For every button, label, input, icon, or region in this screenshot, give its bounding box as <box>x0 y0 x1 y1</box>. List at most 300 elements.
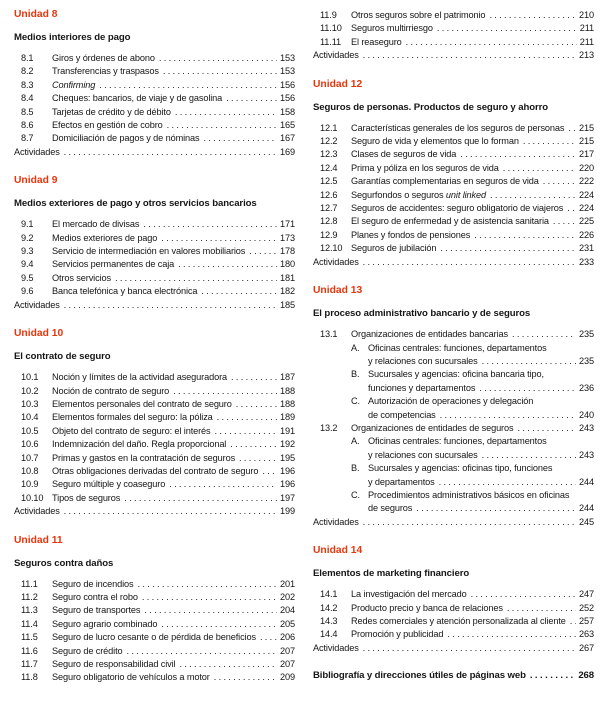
dot-leader <box>239 452 277 465</box>
dot-leader <box>482 449 576 462</box>
entry-page: 213 <box>579 50 594 61</box>
toc-entry <box>313 9 594 22</box>
toc-entry <box>14 285 295 298</box>
entry-page: 187 <box>280 372 295 383</box>
entry-number: 12.7 <box>320 203 338 214</box>
entry-number: 11.4 <box>21 618 38 629</box>
toc-entry <box>14 245 295 258</box>
entry-number: 10.4 <box>21 412 39 423</box>
dot-leader <box>167 119 277 132</box>
dot-leader <box>99 79 277 92</box>
entry-page: 226 <box>579 229 594 240</box>
toc-entry <box>313 615 594 628</box>
dot-leader <box>363 642 576 655</box>
dot-leader <box>406 36 577 49</box>
entry-number: 13.2 <box>320 422 338 433</box>
unit-heading: Unidad 9 <box>14 175 58 187</box>
entry-page: 252 <box>579 602 594 613</box>
entry-page: 244 <box>579 476 594 487</box>
toc-column <box>14 9 295 685</box>
dot-leader <box>260 631 277 644</box>
dot-leader <box>489 9 576 22</box>
entry-number: 12.9 <box>320 229 338 240</box>
entry-number: 12.10 <box>320 243 343 254</box>
toc-entry <box>14 132 295 145</box>
toc-entry <box>313 502 594 515</box>
toc-entry <box>313 49 594 62</box>
toc-entry <box>313 122 594 135</box>
entry-text: Seguros de jubilación <box>351 243 437 254</box>
unit-heading: Unidad 13 <box>313 285 363 297</box>
dot-leader <box>482 355 576 368</box>
dot-leader <box>142 591 277 604</box>
entry-page: 240 <box>579 409 594 420</box>
entry-text: Tipos de seguros <box>52 492 121 503</box>
toc-entry <box>313 642 594 655</box>
entry-number: 9.2 <box>21 232 34 243</box>
entry-text: Oficinas centrales: funciones, departamentos <box>368 342 547 353</box>
entry-page: 224 <box>579 203 594 214</box>
entry-number: 10.10 <box>21 492 44 503</box>
toc-entry <box>313 435 594 448</box>
toc-entry <box>313 355 594 368</box>
entry-text: Organizaciones de entidades bancarias <box>351 329 508 340</box>
entry-page: 211 <box>579 36 594 47</box>
dot-leader <box>507 602 576 615</box>
entry-number: 11.7 <box>21 659 38 669</box>
dot-leader <box>144 604 277 617</box>
entry-text <box>52 79 95 92</box>
entry-number: 11.9 <box>320 10 337 20</box>
entry-number: C. <box>351 396 360 407</box>
entry-text: Características generales de los seguros de personas <box>351 122 565 133</box>
toc-entry <box>313 395 594 408</box>
entry-page: 243 <box>579 449 594 460</box>
toc-entry <box>313 162 594 175</box>
dot-leader <box>568 122 576 135</box>
entry-text: Segurfondos o seguros unit linked <box>351 189 486 200</box>
dot-leader <box>416 502 576 515</box>
entry-text: funciones y departamentos <box>368 382 476 393</box>
entry-text: Seguro múltiple y coaseguro <box>52 479 166 490</box>
entry-page: 156 <box>280 79 295 90</box>
entry-text: Indemnización del daño. Regla proporcional <box>52 439 227 450</box>
entry-page: 197 <box>280 492 295 503</box>
entry-number: 11.1 <box>21 578 38 589</box>
entry-number: 11.11 <box>320 36 342 47</box>
entry-number: 8.2 <box>21 66 34 77</box>
entry-text: Actividades <box>313 642 359 653</box>
entry-page: 185 <box>280 299 295 310</box>
entry-number: 11.6 <box>21 645 38 656</box>
toc-entry <box>14 398 295 411</box>
dot-leader <box>503 162 576 175</box>
dot-leader <box>460 148 576 161</box>
dot-leader <box>169 478 277 491</box>
bibliography-entry <box>313 669 594 682</box>
entry-text: Servicio de intermediación en valores mobiliarios <box>52 246 246 257</box>
dot-leader <box>64 146 277 159</box>
dot-leader <box>163 65 277 78</box>
toc-entry <box>313 22 594 35</box>
entry-page: 156 <box>280 93 295 104</box>
entry-number: 11.10 <box>320 23 342 34</box>
entry-page: 201 <box>280 578 295 589</box>
entry-number: 8.3 <box>21 79 34 90</box>
entry-number: 10.6 <box>21 439 39 450</box>
toc-entry <box>313 422 594 435</box>
entry-text: Prima y póliza en los seguros de vida <box>351 162 499 173</box>
toc-entry <box>14 425 295 438</box>
entry-page: 206 <box>280 632 295 643</box>
entry-number: 9.4 <box>21 259 34 270</box>
entry-text: El seguro de enfermedad y de asistencia sanitaria <box>351 216 549 227</box>
entry-page: 202 <box>280 591 295 602</box>
entry-page: 173 <box>280 232 295 243</box>
entry-text: Organizaciones de entidades de seguros <box>351 422 514 433</box>
dot-leader <box>262 465 277 478</box>
entry-text: Giros y órdenes de abono <box>52 53 155 63</box>
toc-entry <box>14 645 295 658</box>
toc-entry <box>14 218 295 231</box>
entry-text: La investigación del mercado <box>351 589 467 600</box>
dot-leader <box>363 256 576 269</box>
entry-page: 267 <box>579 642 594 653</box>
entry-number: 14.1 <box>320 589 338 600</box>
dot-leader <box>363 516 576 529</box>
entry-page: 188 <box>280 398 295 409</box>
entry-page: 182 <box>280 286 295 297</box>
entry-page: 158 <box>280 106 295 117</box>
entry-number: 12.4 <box>320 162 338 173</box>
toc-entry <box>14 465 295 478</box>
toc-entry <box>14 411 295 424</box>
toc-entry <box>313 202 594 215</box>
toc-entry <box>313 189 594 202</box>
toc-entry <box>14 79 295 92</box>
dot-leader <box>363 49 576 62</box>
entry-text: Seguro de responsabilidad civil <box>52 659 176 669</box>
dot-leader <box>570 615 576 628</box>
entry-text: Elementos formales del seguro: la póliza <box>52 412 213 423</box>
entry-page: 217 <box>579 149 594 160</box>
entry-text: Servicios permanentes de caja <box>52 259 175 270</box>
toc-entry <box>313 215 594 228</box>
entry-page: 263 <box>579 629 594 640</box>
entry-number: 8.7 <box>21 133 34 144</box>
section-title: El contrato de seguro <box>14 351 111 363</box>
dot-leader <box>490 189 576 202</box>
entry-page: 188 <box>280 385 295 396</box>
dot-leader <box>236 398 277 411</box>
entry-number: 10.1 <box>21 372 39 383</box>
entry-text: Actividades <box>14 506 60 517</box>
entry-number: 11.2 <box>21 591 38 602</box>
entry-text: Autorización de operaciones y delegación <box>368 396 534 407</box>
entry-text: Otras obligaciones derivadas del contrato de seguro <box>52 465 259 476</box>
entry-number: 12.3 <box>320 149 338 160</box>
entry-number: 12.1 <box>320 122 338 133</box>
entry-text: de competencias <box>368 409 436 420</box>
dot-leader <box>201 285 277 298</box>
toc-entry <box>313 462 594 475</box>
toc-entry <box>313 628 594 641</box>
entry-page: 244 <box>579 503 594 514</box>
entry-number: 12.5 <box>320 176 338 187</box>
entry-text: Primas y gastos en la contratación de seguros <box>52 452 236 463</box>
toc-entry <box>313 409 594 422</box>
entry-number: 11.3 <box>21 605 38 616</box>
toc-entry <box>14 258 295 271</box>
toc-entry <box>313 148 594 161</box>
entry-text: y departamentos <box>368 476 435 487</box>
entry-page: 268 <box>578 670 594 682</box>
entry-page: 195 <box>280 452 295 463</box>
entry-text: Seguros multirriesgo <box>351 23 433 34</box>
entry-text: Producto precio y banca de relaciones <box>351 602 503 613</box>
entry-number: B. <box>351 463 360 474</box>
entry-page: 211 <box>579 23 594 34</box>
entry-page: 231 <box>579 243 594 254</box>
entry-number: 14.3 <box>320 616 338 626</box>
unit-heading: Unidad 14 <box>313 545 363 557</box>
entry-text: Banca telefónica y banca electrónica <box>52 286 198 297</box>
section-title: Medios interiores de pago <box>14 32 131 43</box>
toc-entry <box>313 135 594 148</box>
toc-entry <box>313 476 594 489</box>
toc-entry <box>14 452 295 465</box>
dot-leader <box>179 658 277 671</box>
entry-page: 257 <box>579 616 594 626</box>
entry-text: Transferencias y traspasos <box>52 66 159 77</box>
entry-page: 199 <box>280 506 295 517</box>
entry-text: de seguros <box>368 503 413 514</box>
dot-leader <box>214 671 277 684</box>
entry-text: Actividades <box>313 256 359 267</box>
entry-text: Redes comerciales y atención personalizada al cliente <box>351 616 566 626</box>
entry-page: 210 <box>579 10 594 20</box>
toc-entry <box>313 449 594 462</box>
toc-entry <box>14 119 295 132</box>
entry-page: 245 <box>579 516 594 527</box>
entry-page: 153 <box>280 53 295 63</box>
unit-heading: Unidad 10 <box>14 328 64 340</box>
toc-entry <box>313 242 594 255</box>
entry-text: Actividades <box>14 299 60 310</box>
entry-number: A. <box>351 436 360 447</box>
entry-number: 10.9 <box>21 479 39 490</box>
dot-leader <box>230 438 277 451</box>
dot-leader <box>175 106 277 119</box>
entry-text: Objeto del contrato de seguro: el interés <box>52 425 211 436</box>
toc-entry <box>14 618 295 631</box>
toc-entry <box>14 92 295 105</box>
section-title: Medios exteriores de pago y otros servicios bancarios <box>14 198 257 210</box>
toc-entry <box>14 232 295 245</box>
entry-page: 215 <box>579 136 594 147</box>
toc-entry <box>14 438 295 451</box>
entry-text: y relaciones con sucursales <box>368 355 478 366</box>
entry-text: Promoción y publicidad <box>351 629 444 640</box>
dot-leader <box>530 669 576 682</box>
entry-text: Noción de contrato de seguro <box>52 385 170 396</box>
entry-number: 9.3 <box>21 246 34 257</box>
entry-page: 171 <box>280 219 295 230</box>
dot-leader <box>553 215 576 228</box>
dot-leader <box>249 245 277 258</box>
dot-leader <box>217 411 277 424</box>
toc-entry <box>14 591 295 604</box>
entry-text: Oficinas centrales: funciones, departamentos <box>368 436 547 447</box>
entry-number: 14.2 <box>320 602 338 613</box>
entry-text: Actividades <box>313 516 359 527</box>
entry-text: Cheques: bancarios, de viaje y de gasolina <box>52 93 223 104</box>
toc-entry <box>313 489 594 502</box>
entry-text: Domiciliación de pagos y de nóminas <box>52 133 200 144</box>
unit-heading: Unidad 8 <box>14 9 58 20</box>
toc-entry <box>14 371 295 384</box>
entry-number: 9.6 <box>21 286 34 297</box>
entry-page: 224 <box>579 189 594 200</box>
entry-page: 225 <box>579 216 594 227</box>
toc-entry <box>313 229 594 242</box>
dot-leader <box>178 258 277 271</box>
entry-text: Bibliografía y direcciones útiles de páginas web <box>313 670 526 682</box>
dot-leader <box>479 382 576 395</box>
entry-page: 178 <box>280 246 295 257</box>
dot-leader <box>173 385 277 398</box>
entry-text-italic: unit linked <box>445 189 486 200</box>
toc-entry <box>14 478 295 491</box>
entry-text: Sucursales y agencias: oficina bancaria tipo, <box>368 369 544 380</box>
toc-entry <box>14 385 295 398</box>
dot-leader <box>161 232 277 245</box>
entry-page: 196 <box>280 465 295 476</box>
toc-entry <box>313 342 594 355</box>
entry-page: 220 <box>579 162 594 173</box>
entry-page: 207 <box>280 659 295 669</box>
toc-entry <box>313 328 594 341</box>
entry-number: 10.8 <box>21 465 39 476</box>
section-title: Seguros de personas. Productos de seguro y ahorro <box>313 101 549 113</box>
entry-text-italic: Confirming <box>52 79 96 90</box>
entry-text: Seguro de vida y elementos que lo forman <box>351 136 519 147</box>
entry-number: 12.2 <box>320 136 338 147</box>
dot-leader <box>64 505 277 518</box>
entry-number: 8.4 <box>21 93 34 104</box>
entry-text: Seguro agrario combinado <box>52 618 158 629</box>
entry-text: Tarjetas de crédito y de débito <box>52 106 171 117</box>
dot-leader <box>226 92 277 105</box>
entry-text: Seguro obligatorio de vehículos a motor <box>52 672 210 683</box>
entry-page: 180 <box>280 259 295 270</box>
entry-text: Seguro de incendios <box>52 578 134 589</box>
entry-number: 9.1 <box>21 219 34 230</box>
dot-leader <box>567 202 576 215</box>
entry-text: Elementos personales del contrato de seguro <box>52 398 232 409</box>
dot-leader <box>159 52 277 65</box>
toc-entry <box>14 492 295 505</box>
toc-entry <box>14 505 295 518</box>
entry-page: 192 <box>280 439 295 450</box>
entry-text: Otros seguros sobre el patrimonio <box>351 10 486 20</box>
dot-leader <box>115 272 277 285</box>
toc-entry <box>14 146 295 159</box>
dot-leader <box>512 328 576 341</box>
entry-number: 9.5 <box>21 272 34 283</box>
entry-text: Otros servicios <box>52 272 111 283</box>
entry-number: 12.8 <box>320 216 338 227</box>
entry-number: 12.6 <box>320 189 338 200</box>
entry-page: 243 <box>579 422 594 433</box>
entry-number: 14.4 <box>320 629 338 640</box>
toc-entry <box>313 516 594 529</box>
toc-entry <box>14 671 295 684</box>
dot-leader <box>161 618 277 631</box>
entry-page: 235 <box>579 329 594 340</box>
dot-leader <box>143 218 277 231</box>
entry-page: 205 <box>280 618 295 629</box>
toc-entry <box>313 368 594 381</box>
section-title: El proceso administrativo bancario y de seguros <box>313 308 531 320</box>
dot-leader <box>440 242 576 255</box>
toc-entry <box>313 36 594 49</box>
dot-leader <box>543 175 576 188</box>
entry-page: 165 <box>280 120 295 131</box>
entry-page: 235 <box>579 355 594 366</box>
entry-text: Actividades <box>313 50 359 61</box>
entry-number: 10.5 <box>21 425 39 436</box>
dot-leader <box>523 135 576 148</box>
dot-leader <box>64 299 277 312</box>
entry-number: 10.3 <box>21 398 39 409</box>
entry-text: El mercado de divisas <box>52 219 140 230</box>
toc-entry <box>14 631 295 644</box>
entry-text: Noción y límites de la actividad aseguradora <box>52 372 227 383</box>
entry-number: 8.6 <box>21 120 34 131</box>
toc-entry <box>313 602 594 615</box>
entry-number: B. <box>351 369 360 380</box>
dot-leader <box>127 645 278 658</box>
entry-text: Medios exteriores de pago <box>52 232 158 243</box>
entry-page: 207 <box>280 645 295 656</box>
unit-heading: Unidad 12 <box>313 78 363 90</box>
entry-text: El reaseguro <box>351 36 402 47</box>
toc-entry <box>313 256 594 269</box>
entry-page: 191 <box>280 425 295 436</box>
entry-number: A. <box>351 342 360 353</box>
dot-leader <box>517 422 576 435</box>
dot-leader <box>439 476 576 489</box>
toc-entry <box>14 299 295 312</box>
entry-number: 8.5 <box>21 106 34 117</box>
entry-page: 196 <box>280 479 295 490</box>
entry-text: Garantías complementarias en seguros de vida <box>351 176 539 187</box>
dot-leader <box>215 425 278 438</box>
dot-leader <box>474 229 576 242</box>
entry-text: Clases de seguros de vida <box>351 149 457 160</box>
dot-leader <box>447 628 576 641</box>
entry-number: 13.1 <box>320 329 338 340</box>
toc-entry <box>14 65 295 78</box>
dot-leader <box>203 132 277 145</box>
toc-entry <box>14 106 295 119</box>
dot-leader <box>440 409 576 422</box>
entry-text: Actividades <box>14 146 60 157</box>
toc-entry <box>14 272 295 285</box>
toc-entry <box>14 52 295 65</box>
entry-text: Seguro de transportes <box>52 605 141 616</box>
